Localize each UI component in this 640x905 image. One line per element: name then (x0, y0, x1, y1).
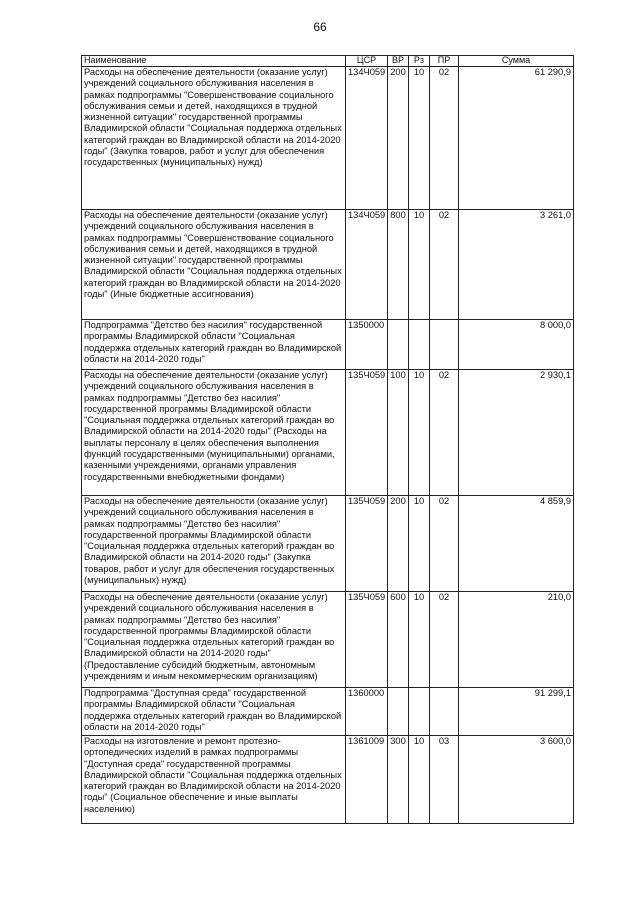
table-row (82, 592, 574, 688)
row-pr (430, 320, 459, 370)
row-rz (409, 320, 430, 370)
row-vr: 800 (388, 210, 409, 320)
row-pr: 02 (430, 592, 459, 688)
row-rz: 10 (409, 496, 430, 592)
row-csr: 135Ч059 (346, 370, 388, 496)
row-vr (388, 688, 409, 736)
budget-table (81, 55, 574, 824)
table-row (82, 688, 574, 736)
row-name: Подпрограмма "Детство без насилия" государственной программы Владимирской области "Социальная поддержка отдельных категорий граждан во Владимирской области на 2014-2020 годы" (82, 320, 346, 370)
row-sum: 210,0 (459, 592, 574, 688)
row-name: Расходы на обеспечение деятельности (оказание услуг) учреждений социального обслуживания населения в рамках подпрограммы "Детство без насилия" государственной программы Владимирской области "Социальная поддержка отдельных категорий граждан во Владимирской области на 2014-2020 годы" (Закупка товаров, работ и услуг для обеспечения государственных (муниципальных) нужд) (82, 496, 346, 592)
header-rz: Рз (409, 56, 430, 67)
row-pr: 02 (430, 67, 459, 210)
row-csr: 135Ч059 (346, 592, 388, 688)
row-rz: 10 (409, 67, 430, 210)
table-row (82, 496, 574, 592)
row-rz (409, 688, 430, 736)
row-rz: 10 (409, 592, 430, 688)
row-csr: 135Ч059 (346, 496, 388, 592)
row-name: Расходы на обеспечение деятельности (оказание услуг) учреждений социального обслуживания населения в рамках подпрограммы "Детство без насилия" государственной программы Владимирской области "Социальная поддержка отдельных категорий граждан во Владимирской области на 2014-2020 годы" (Предоставление субсидий бюджетным, автономным учреждениям и иным некоммерческим организациям) (82, 592, 346, 688)
row-pr: 02 (430, 496, 459, 592)
table-header-row (82, 56, 574, 67)
row-vr: 200 (388, 67, 409, 210)
row-pr (430, 688, 459, 736)
row-sum: 8 000,0 (459, 320, 574, 370)
row-vr: 600 (388, 592, 409, 688)
row-vr: 300 (388, 736, 409, 824)
table-row (82, 67, 574, 210)
row-pr: 02 (430, 370, 459, 496)
row-csr: 1350000 (346, 320, 388, 370)
row-sum: 3 261,0 (459, 210, 574, 320)
row-pr: 02 (430, 210, 459, 320)
page-number: 66 (313, 20, 327, 34)
row-csr: 1361009 (346, 736, 388, 824)
row-csr: 1360000 (346, 688, 388, 736)
row-pr: 03 (430, 736, 459, 824)
row-rz: 10 (409, 370, 430, 496)
table-row (82, 370, 574, 496)
header-vr: ВР (388, 56, 409, 67)
row-csr: 134Ч059 (346, 67, 388, 210)
row-vr: 100 (388, 370, 409, 496)
row-csr: 134Ч059 (346, 210, 388, 320)
row-sum: 2 930,1 (459, 370, 574, 496)
row-name: Подпрограмма "Доступная среда" государственной программы Владимирской области "Социальная поддержка отдельных категорий граждан во Владимирской области на 2014-2020 годы" (82, 688, 346, 736)
row-vr: 200 (388, 496, 409, 592)
table-row (82, 210, 574, 320)
header-name: Наименование (82, 56, 346, 67)
header-pr: ПР (430, 56, 459, 67)
row-rz: 10 (409, 210, 430, 320)
header-csr: ЦСР (346, 56, 388, 67)
row-vr (388, 320, 409, 370)
row-name: Расходы на изготовление и ремонт протезно-ортопедических изделий в рамках подпрограммы "Доступная среда" государственной программы Владимирской области "Социальная поддержка отдельных категорий граждан во Владимирской области на 2014-2020 годы" (Социальное обеспечение и иные выплаты населению) (82, 736, 346, 824)
row-sum: 91 299,1 (459, 688, 574, 736)
row-sum: 4 859,9 (459, 496, 574, 592)
table-row (82, 320, 574, 370)
row-sum: 61 290,9 (459, 67, 574, 210)
row-name: Расходы на обеспечение деятельности (оказание услуг) учреждений социального обслуживания населения в рамках подпрограммы "Детство без насилия" государственной программы Владимирской области "Социальная поддержка отдельных категорий граждан во Владимирской области на 2014-2020 годы" (Расходы на выплаты персоналу в целях обеспечения выполнения функций государственными (муниципальными) органами, казенными учреждениями, органами управления государственными внебюджетными фондами) (82, 370, 346, 496)
row-name: Расходы на обеспечение деятельности (оказание услуг) учреждений социального обслуживания населения в рамках подпрограммы "Совершенствование социального обслуживания семьи и детей, находящихся в трудной жизненной ситуации" государственной программы Владимирской области "Социальная поддержка отдельных категорий граждан во Владимирской области на 2014-2020 годы" (Закупка товаров, работ и услуг для обеспечения государственных (муниципальных) нужд) (82, 67, 346, 210)
row-rz: 10 (409, 736, 430, 824)
header-sum: Сумма (459, 56, 574, 67)
row-name: Расходы на обеспечение деятельности (оказание услуг) учреждений социального обслуживания населения в рамках подпрограммы "Совершенствование социального обслуживания семьи и детей, находящихся в трудной жизненной ситуации" государственной программы Владимирской области "Социальная поддержка отдельных категорий граждан во Владимирской области на 2014-2020 годы" (Иные бюджетные ассигнования) (82, 210, 346, 320)
row-sum: 3 600,0 (459, 736, 574, 824)
table-row (82, 736, 574, 824)
